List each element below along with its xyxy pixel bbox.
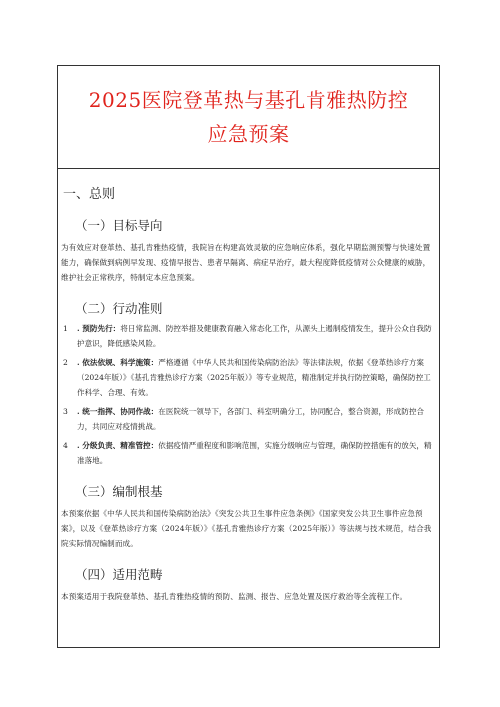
list-item-number: 2 bbox=[63, 358, 68, 367]
list-item-label: . 统一指挥、协同作战： bbox=[77, 407, 159, 416]
list-item bbox=[61, 438, 436, 468]
section-heading-general: 一、总则 bbox=[63, 187, 116, 202]
list-item-number: 1 bbox=[63, 324, 68, 333]
subsection-heading-goal: （一）目标导向 bbox=[75, 218, 163, 233]
subsection-heading-basis: （三）编制根基 bbox=[75, 484, 163, 499]
paragraph-scope: 本预案适用于我院登革热、基孔肯雅热疫情的预防、监测、报告、应急处置及医疗救治等全流程工作。 bbox=[61, 592, 408, 601]
document-body bbox=[58, 183, 439, 604]
list-item-number: 3 bbox=[63, 407, 68, 416]
subsection-heading-principles: （二）行动准则 bbox=[75, 301, 163, 316]
list-item-text: 依据疫情严重程度和影响范围，实施分级响应与管理，确保防控措施有的放矢，精准落地。 bbox=[77, 441, 432, 465]
principles-list bbox=[61, 321, 436, 468]
list-item-text: 在医院统一领导下，各部门、科室明确分工，协同配合，整合资源，形成防控合力，共同应对疫情挑战。 bbox=[77, 407, 425, 431]
list-item-label: . 依法依规、科学施策： bbox=[77, 358, 159, 367]
paragraph-goal: 为有效应对登革热、基孔肯雅热疫情，我院旨在构建高效灵敏的应急响应体系，强化早期监测预警与快速处置能力，确保做到病例早发现、疫情早报告、患者早隔离、病症早治疗，最大程度降低疫情对公众健康的威胁，维护社会正常秩序，特制定本应急预案。 bbox=[61, 243, 431, 282]
document-title-line2: 应急预案 bbox=[207, 122, 290, 146]
document-frame bbox=[57, 65, 440, 648]
list-item-number: 4 bbox=[63, 441, 68, 450]
paragraph-basis: 本预案依据《中华人民共和国传染病防治法》《突发公共卫生事件应急条例》《国家突发公共卫生事件应急预案》，以及《登革热诊疗方案（2024年版）》《基孔肯雅热诊疗方案（2025年版）》等法规与技术规范，结合我院实际情况编制而成。 bbox=[61, 509, 432, 548]
list-item-label: . 分级负责、精准管控： bbox=[77, 441, 159, 450]
document-title-line1: 2025医院登革热与基孔肯雅热防控 bbox=[88, 88, 409, 112]
list-item bbox=[61, 355, 436, 400]
list-item-label: . 预防先行： bbox=[77, 324, 121, 333]
list-item bbox=[61, 321, 436, 351]
title-cell bbox=[58, 66, 439, 169]
list-item bbox=[61, 404, 436, 434]
list-item-text: 将日常监测、防控举措及健康教育融入常态化工作，从源头上遏制疫情发生，提升公众自我防护意识，降低感染风险。 bbox=[77, 324, 432, 348]
list-item-text: 严格遵循《中华人民共和国传染病防治法》等法律法规，依据《登革热诊疗方案（2024年版）》《基孔肯雅热诊疗方案（2025年版）》等专业规范，精准制定并执行防控策略，确保防控工作科学、合理、有效。 bbox=[77, 358, 431, 397]
subsection-heading-scope: （四）适用范畴 bbox=[75, 567, 163, 582]
